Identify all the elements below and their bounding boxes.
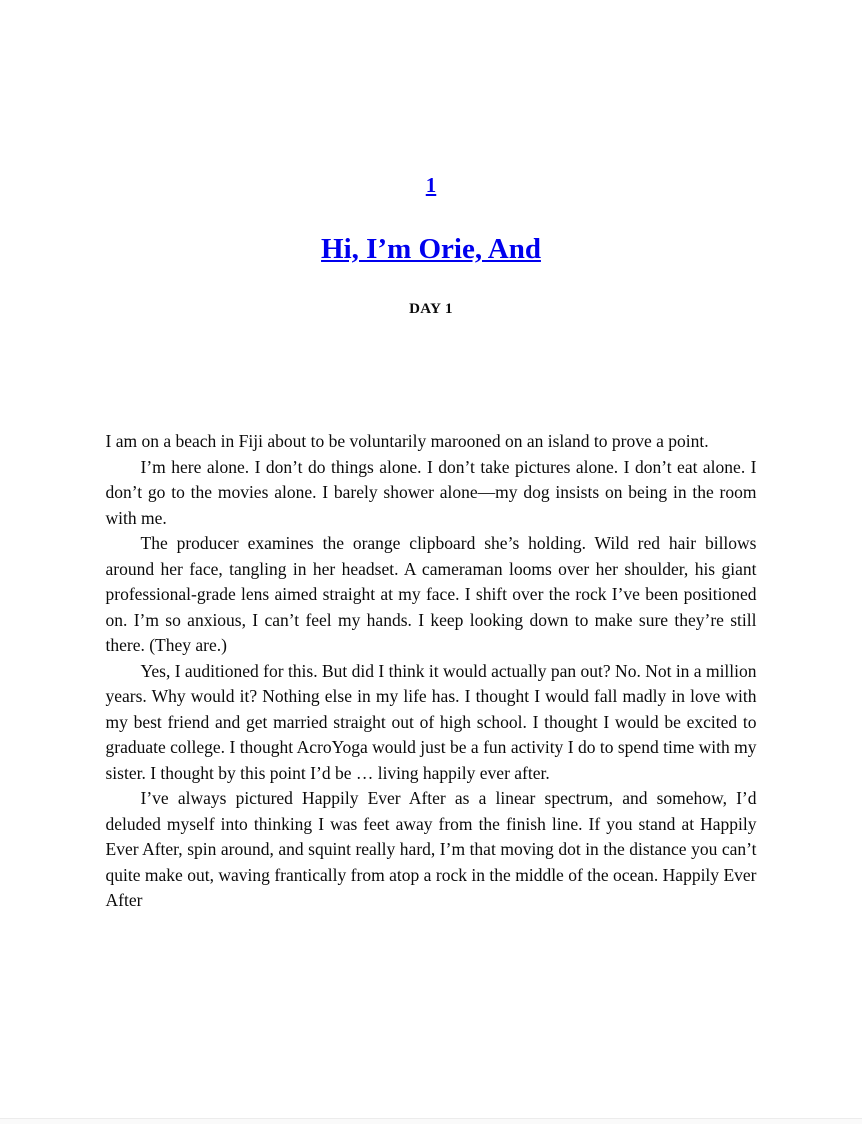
chapter-title-link[interactable]: Hi, I’m Orie, And bbox=[321, 233, 541, 265]
paragraph: I’m here alone. I don’t do things alone. I don’t take pictures alone. I don’t eat alone. I don’t go to the movies alone. I barely shower alone—my dog insists on being in the room with me. bbox=[105, 456, 757, 528]
paragraph: I am on a beach in Fiji about to be voluntarily marooned on an island to prove a point. bbox=[105, 431, 709, 451]
chapter-number bbox=[0, 173, 862, 198]
footer-divider bbox=[0, 1118, 862, 1124]
body-text bbox=[106, 429, 757, 914]
day-label: DAY 1 bbox=[409, 301, 453, 317]
paragraph: The producer examines the orange clipboard she’s holding. Wild red hair billows around her face, tangling in her headset. A cameraman looms over her shoulder, his giant professional-grade lens aimed straight at my face. I shift over the rock I’ve been positioned on. I’m so anxious, I can’t feel my hands. I keep looking down to make sure they’re still there. (They are.) bbox=[105, 533, 757, 655]
chapter-title bbox=[0, 233, 862, 266]
chapter-number-link[interactable]: 1 bbox=[425, 173, 437, 197]
chapter-header bbox=[0, 0, 862, 318]
paragraph: I’ve always pictured Happily Ever After as a linear spectrum, and somehow, I’d deluded myself into thinking I was feet away from the finish line. If you stand at Happily Ever After, spin around, and squint really hard, I’m that moving dot in the distance you can’t quite make out, waving frantically from atop a rock in the middle of the ocean. Happily Ever After bbox=[105, 788, 757, 910]
paragraph: Yes, I auditioned for this. But did I think it would actually pan out? No. Not in a million years. Why would it? Nothing else in my life has. I thought I would fall madly in love with my best friend and get married straight out of high school. I thought I would be excited to graduate college. I thought AcroYoga would just be a fun activity I do to spend time with my sister. I thought by this point I’d be … living happily ever after. bbox=[105, 660, 757, 783]
